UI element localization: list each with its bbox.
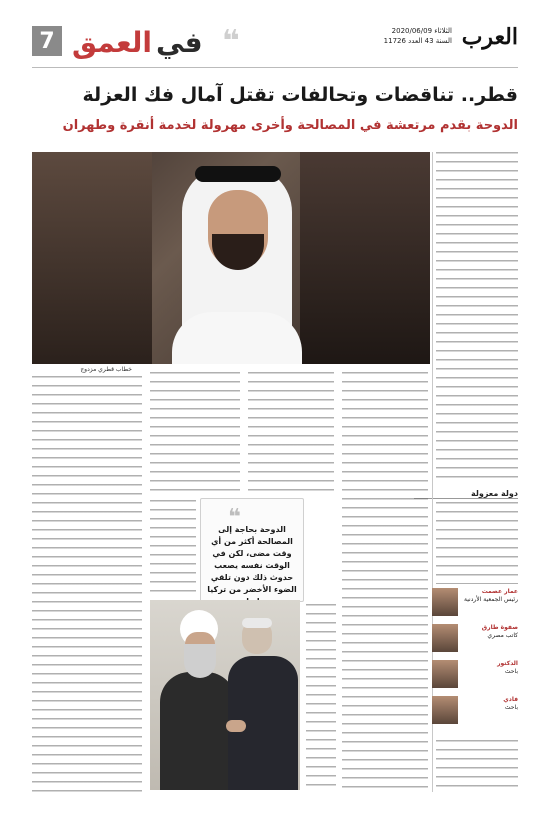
- text-lines: [32, 376, 142, 792]
- section-title-word1: في: [155, 25, 203, 59]
- author-title: كاتب مصري: [487, 632, 518, 639]
- handshake-shape: [226, 720, 246, 732]
- author-avatar: [432, 660, 458, 688]
- author-title: باحث: [504, 704, 518, 711]
- author-text: [460, 588, 518, 604]
- text-column-3-narrow: [306, 604, 336, 792]
- text-lines: [342, 372, 428, 792]
- author-text: [460, 660, 518, 676]
- section-title: [72, 22, 203, 62]
- text-lines: [150, 372, 240, 496]
- text-lines: [306, 604, 336, 792]
- author-name: عمار عصمت: [481, 588, 518, 595]
- header-divider: [32, 67, 518, 68]
- quote-icon: ❝: [228, 505, 241, 530]
- issue-number: السنة 43 العدد 11726: [383, 37, 452, 45]
- photo-background-left: [32, 152, 152, 364]
- main-photo: [32, 152, 430, 364]
- person-left-beard: [184, 644, 216, 678]
- author-title: رئيس الجمعية الأردنية: [464, 596, 518, 603]
- text-column-right-top: [436, 152, 518, 482]
- text-column-3-top: [248, 372, 334, 496]
- article-headline: قطر.. تناقضات وتحالفات تقتل آمال فك العزلة: [82, 84, 518, 106]
- text-lines: [436, 152, 518, 482]
- newspaper-logo: العرب: [461, 24, 518, 50]
- issue-date: الثلاثاء 2020/06/09: [391, 27, 452, 35]
- author-entry: [432, 624, 518, 654]
- agal-shape: [195, 166, 281, 182]
- text-lines: [436, 740, 518, 792]
- text-lines: [436, 502, 518, 584]
- author-avatar: [432, 624, 458, 652]
- person-left-robe: [160, 672, 236, 790]
- page-number: 7: [32, 26, 62, 56]
- photo-background-right: [300, 152, 430, 364]
- author-entry: [432, 588, 518, 618]
- text-column-4: [342, 372, 428, 792]
- author-avatar: [432, 588, 458, 616]
- author-name: الدكتور: [497, 660, 518, 667]
- authors-box: [432, 588, 518, 736]
- text-column-1: [32, 376, 142, 792]
- text-lines: [150, 500, 196, 596]
- text-column-right-bottom: [436, 740, 518, 792]
- text-column-right-mid: [436, 502, 518, 584]
- author-text: [460, 696, 518, 712]
- author-text: [460, 624, 518, 640]
- author-entry: [432, 696, 518, 726]
- author-name: فادي: [503, 696, 518, 703]
- side-section-title: دولة معزولة: [414, 489, 518, 499]
- text-column-2-top: [150, 372, 240, 496]
- article-subheadline: الدوحة بقدم مرتعشة في المصالحة وأخرى مهرولة لخدمة أنقرة وطهران: [62, 118, 518, 133]
- author-entry: [432, 660, 518, 690]
- masthead: [373, 22, 518, 62]
- pull-quote: الدوحة بحاجة إلى المصالحة أكثر من أي وقت مضى، لكن في الوقت نفسه يصعب حدوث ذلك دون تلقي الضوء الأخضر من تركيا: [207, 525, 297, 594]
- handshake-photo: [150, 600, 300, 790]
- author-avatar: [432, 696, 458, 724]
- person-right-hair: [242, 618, 272, 628]
- author-name: صفوة طارق: [481, 624, 518, 631]
- text-lines: [248, 372, 334, 496]
- main-photo-caption: خطاب قطري مزدوج: [80, 366, 132, 373]
- text-column-2-mid: [150, 500, 196, 596]
- section-title-word2: العمق: [72, 25, 152, 59]
- quote-icon: ❝: [222, 24, 240, 59]
- issue-info: [384, 26, 452, 46]
- page-header: [32, 22, 518, 68]
- author-title: باحث: [504, 668, 518, 675]
- thobe-shape: [172, 312, 302, 364]
